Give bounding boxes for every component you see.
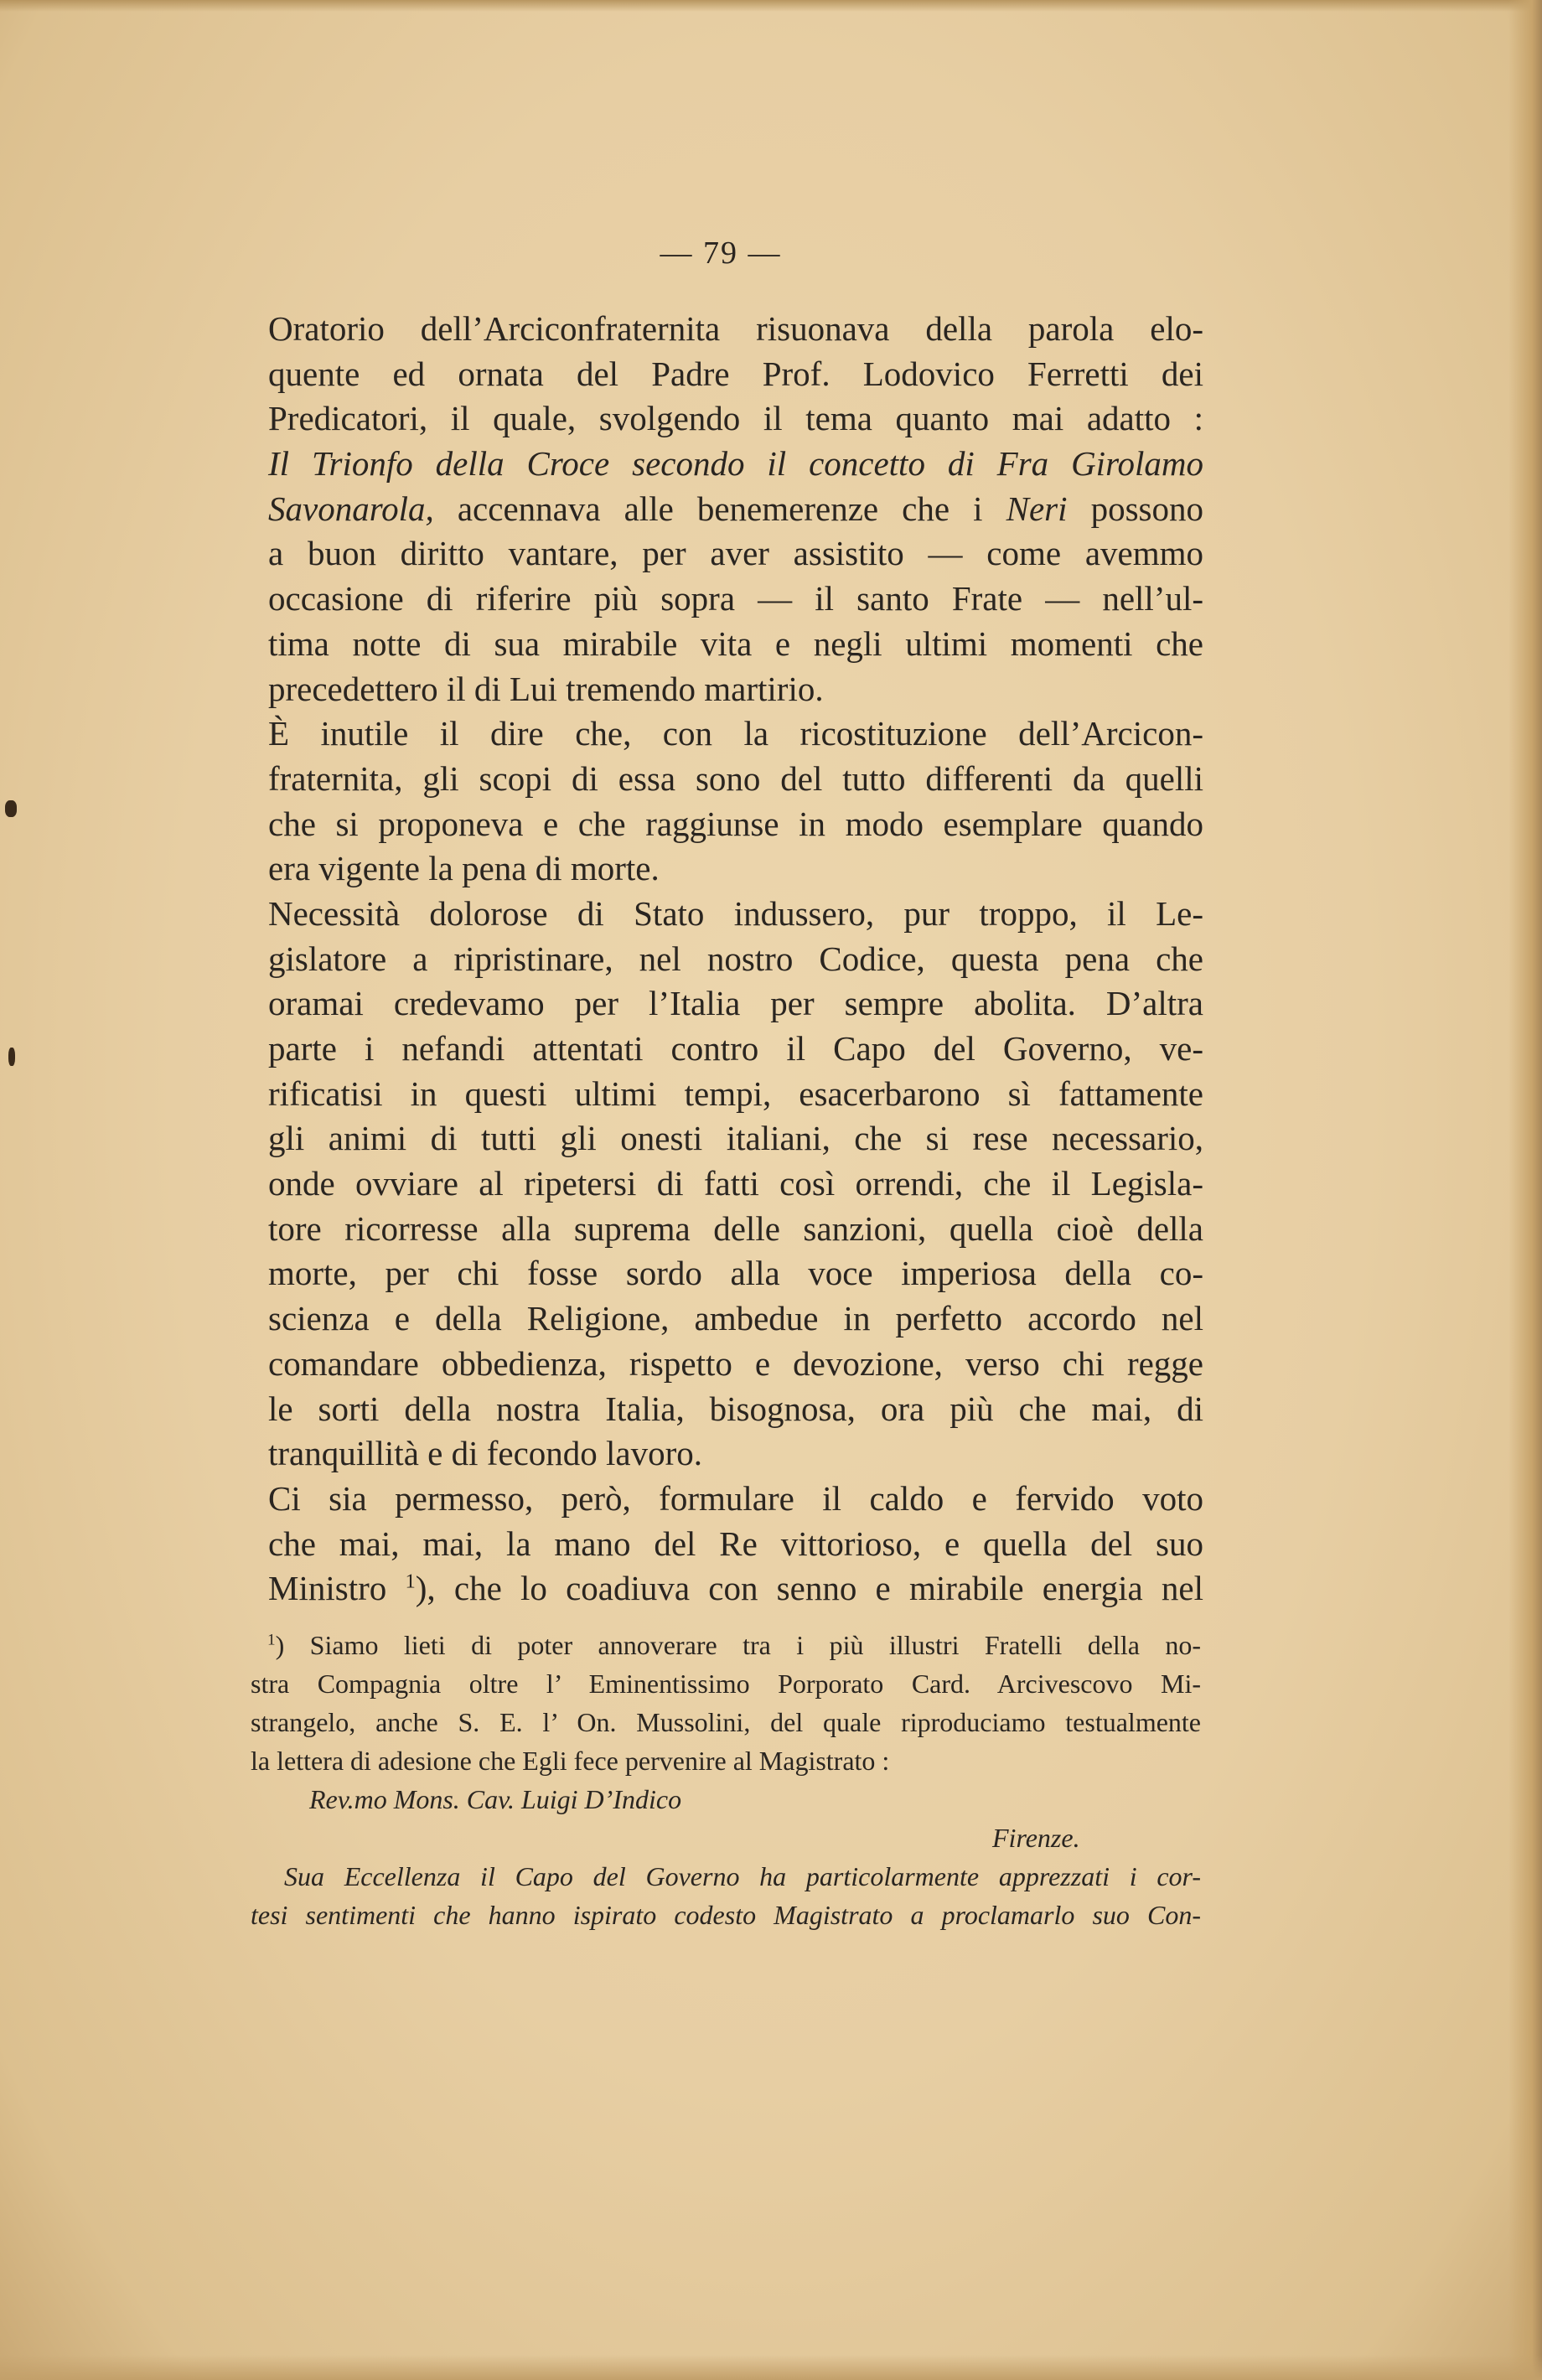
footnote-line	[251, 1819, 1201, 1857]
footnote-ref: 1	[267, 1631, 276, 1649]
ink-mark	[8, 1048, 15, 1066]
text: comandare obbedienza, rispetto e devozione, verso chi regge	[268, 1343, 1203, 1383]
text: che si proponeva e che raggiunse in modo esemplare quando	[268, 804, 1203, 843]
italic-text: Firenze.	[992, 1823, 1080, 1853]
text: la lettera di adesione che Egli fece pervenire al Magistrato :	[251, 1746, 890, 1776]
text: oramai credevamo per l’Italia per sempre abolita. D’altra	[268, 984, 1203, 1023]
page-edge-top	[0, 0, 1542, 12]
footnote-line	[251, 1896, 1201, 1934]
text: Ministro	[268, 1569, 406, 1608]
text-line	[268, 1342, 1203, 1387]
italic-text: Il Trionfo della Croce secondo il concetto di Fra Girolamo	[268, 444, 1203, 484]
text-line	[268, 622, 1203, 667]
text-line	[268, 1207, 1203, 1252]
page-edge-bottom	[0, 2355, 1542, 2380]
italic-text: Sua Eccellenza il Capo del Governo ha particolarmente apprezzati i cor-	[284, 1861, 1201, 1891]
text: a buon diritto vantare, per aver assistito — come avemmo	[268, 534, 1203, 573]
text-line	[268, 1162, 1203, 1207]
text: tore ricorresse alla suprema delle sanzioni, quella cioè della	[268, 1208, 1203, 1248]
text: che mai, mai, la mano del Re vittorioso, e quella del suo	[268, 1524, 1203, 1563]
text: È inutile il dire che, con la ricostituzione dell’Arcicon-	[268, 714, 1203, 753]
footnote-ref: 1	[405, 1570, 416, 1593]
text: onde ovviare al ripetersi di fatti così orrendi, che il Legisla-	[268, 1164, 1203, 1203]
text-line	[268, 1072, 1203, 1117]
page-number: — 79 —	[660, 235, 782, 271]
text-line	[268, 1251, 1203, 1296]
text-line	[268, 892, 1203, 937]
text-line	[268, 1116, 1203, 1162]
text: possono	[1067, 489, 1203, 528]
footnote-line	[251, 1741, 1201, 1780]
text: Predicatori, il quale, svolgendo il tema quanto mai adatto :	[268, 399, 1203, 438]
text: quente ed ornata del Padre Prof. Lodovico Ferretti dei	[268, 354, 1203, 393]
footnote-line	[251, 1703, 1201, 1741]
text: scienza e della Religione, ambedue in perfetto accordo nel	[268, 1299, 1203, 1338]
text: le sorti della nostra Italia, bisognosa, ora più che mai, di	[268, 1389, 1203, 1428]
text: tranquillità e di fecondo lavoro.	[268, 1434, 703, 1473]
text-line	[268, 1027, 1203, 1072]
text: Ci sia permesso, però, formulare il caldo e fervido voto	[268, 1478, 1203, 1518]
text-line	[268, 1477, 1203, 1522]
text: occasione di riferire più sopra — il santo Frate — nell’ul-	[268, 579, 1203, 618]
italic-text: Neri	[1006, 489, 1068, 528]
text: rificatisi in questi ultimi tempi, esacerbarono sì fattamente	[268, 1074, 1203, 1113]
text-line	[268, 937, 1203, 982]
text: morte, per chi fosse sordo alla voce imperiosa della co-	[268, 1254, 1203, 1293]
text-line	[268, 396, 1203, 442]
text: ) Siamo lieti di poter annoverare tra i più illustri Fratelli della no-	[275, 1630, 1201, 1660]
text-line	[268, 352, 1203, 397]
footnote-line	[251, 1626, 1201, 1664]
text: gli animi di tutti gli onesti italiani, che si rese necessario,	[268, 1119, 1203, 1158]
text-line	[268, 487, 1203, 532]
text: gislatore a ripristinare, nel nostro Codice, questa pena che	[268, 939, 1203, 978]
text: ), che lo coadiuva con senno e mirabile energia nel	[415, 1569, 1203, 1608]
text-line	[268, 1296, 1203, 1342]
text: parte i nefandi attentati contro il Capo del Governo, ve-	[268, 1029, 1203, 1068]
text-line	[268, 802, 1203, 847]
text: era vigente la pena di morte.	[268, 849, 660, 888]
text-line	[268, 757, 1203, 802]
text-line	[268, 981, 1203, 1027]
ink-mark	[5, 800, 17, 817]
text: strangelo, anche S. E. l’ On. Mussolini, del quale riproduciamo testualmente	[251, 1707, 1201, 1737]
text: Oratorio dell’Arciconfraternita risuonava della parola elo-	[268, 309, 1203, 348]
text-line	[268, 577, 1203, 622]
page-edge-right	[1508, 0, 1542, 2380]
text-line	[268, 711, 1203, 757]
text-line	[268, 1387, 1203, 1432]
footnote-line	[251, 1664, 1201, 1703]
italic-text: tesi sentimenti che hanno ispirato codesto Magistrato a proclamarlo suo Con-	[251, 1900, 1201, 1930]
text-line	[268, 1566, 1203, 1612]
text-line	[268, 307, 1203, 352]
body-text	[268, 307, 1203, 1612]
text-line	[268, 1522, 1203, 1567]
italic-text: Savonarola,	[268, 489, 434, 528]
text-line	[268, 667, 1203, 712]
footnote-line	[251, 1780, 1201, 1819]
text-line	[268, 846, 1203, 892]
text: Necessità dolorose di Stato indussero, pur troppo, il Le-	[268, 893, 1203, 933]
italic-text: Rev.mo Mons. Cav. Luigi D’Indico	[309, 1784, 682, 1814]
text: tima notte di sua mirabile vita e negli ultimi momenti che	[268, 623, 1203, 663]
text: precedettero il di Lui tremendo martirio.	[268, 669, 824, 708]
text: stra Compagnia oltre l’ Eminentissimo Porporato Card. Arcivescovo Mi-	[251, 1669, 1201, 1699]
text: fraternita, gli scopi di essa sono del tutto differenti da quelli	[268, 758, 1203, 798]
footnote	[251, 1626, 1201, 1934]
text-line	[268, 1431, 1203, 1477]
footnote-line	[251, 1857, 1201, 1896]
text: accennava alle benemerenze che i	[433, 489, 1006, 528]
text-line	[268, 442, 1203, 487]
text-line	[268, 531, 1203, 577]
